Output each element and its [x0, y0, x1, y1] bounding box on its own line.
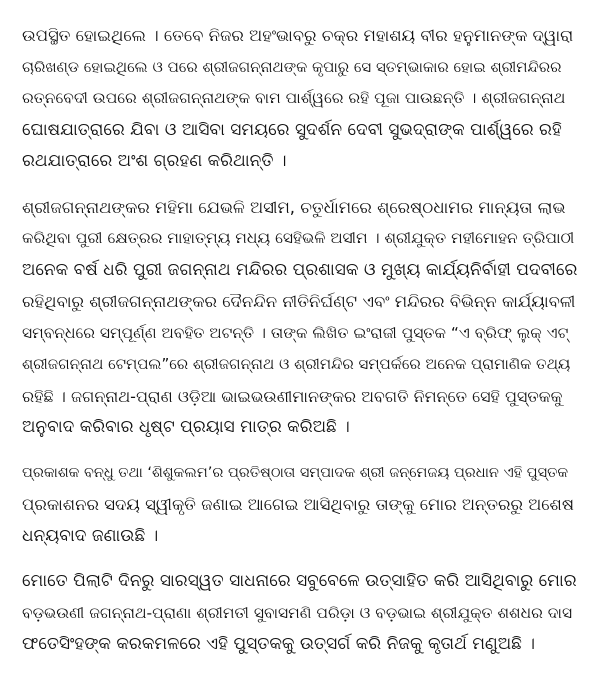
- text-line: ଉପସ୍ଥିତ ହୋଇଥିଲେ । ତେବେ ନିଜର ଅହଂଭାବରୁ ଚକ୍ର ମହାଶୟ ବୀର ହନୁମାନଙ୍କ ଦ୍ୱାରା: [22, 26, 574, 45]
- text-line: ବଡ଼ଭଉଣୀ ଜଗନ୍ନାଥ-ପ୍ରାଣା ଶ୍ରୀମତୀ ସୁବାସମଣି ପରିଡ଼ା ଓ ବଡ଼ଭାଇ ଶ୍ରୀଯୁକ୍ତ ଶଶଧର ଦାସ: [22, 603, 573, 622]
- text-line: ଧନ୍ୟବାଦ ଜଣାଉଛି ।: [22, 525, 159, 546]
- text-line: ଫତେସିଂହଙ୍କ କରକମଳରେ ଏହି ପୁସ୍ତକକୁ ଉତ୍ସର୍ଗ କରି ନିଜକୁ କୃତାର୍ଥ ମଣୁଅଛି ।: [22, 634, 536, 654]
- text-line: କରିଥିବା ପୁରୀ କ୍ଷେତ୍ରର ମାହାତ୍ମ୍ୟ ମଧ୍ୟ ସେହିଭଳି ଅସୀମ । ଶ୍ରୀଯୁକ୍ତ ମହୀମୋହନ ତ୍ରିପାଠୀ: [22, 229, 575, 247]
- text-line: ପ୍ରକାଶନର ସଦୟ ସ୍ୱୀକୃତି ଜଣାଇ ଆଗେଇ ଆସିଥିବାରୁ ତାଙ୍କୁ ମୋର ଅନ୍ତରରୁ ଅଶେଷ: [22, 495, 575, 514]
- paragraph-2: [22, 192, 578, 444]
- text-line: ପ୍ରକାଶକ ବନ୍ଧୁ ତଥା ‘ଶିଶୁକଲମ’ର ପ୍ରତିଷ୍ଠାତା ସମ୍ପାଦକ ଶ୍ରୀ ଜନ୍ମେଜୟ ପ୍ରଧାନ ଏହି ପୁସ୍ତକ: [22, 464, 569, 481]
- text-line: ଘୋଷଯାତ୍ରାରେ ଯିବା ଓ ଆସିବା ସମୟରେ ସୁଦର୍ଶନ ଦେବୀ ସୁଭଦ୍ରାଙ୍କ ପାର୍ଶ୍ୱରେ ରହି: [22, 119, 562, 140]
- paragraph-3: [22, 458, 578, 553]
- text-line: ରହିଛି । ଜଗନ୍ନାଥ-ପ୍ରାଣ ଓଡ଼ିଆ ଭାଇଭଉଣୀମାନଙ୍କର ଅବଗତି ନିମନ୍ତେ ସେହି ପୁସ୍ତକକୁ: [22, 386, 563, 406]
- text-line: ଅନୁବାଦ କରିବାର ଧୃଷ୍ଟ ପ୍ରୟାସ ମାତ୍ର କରିଅଛି ।: [22, 417, 350, 437]
- text-line: ରହିଥିବାରୁ ଶ୍ରୀଜଗନ୍ନାଥଙ୍କର ଦୈନନ୍ଦିନ ନୀତିନିର୍ଘଣ୍ଟ ଏବଂ ମନ୍ଦିରର ବିଭିନ୍ନ କାର୍ଯ୍ୟାବଳୀ: [22, 292, 576, 311]
- text-line: ଅନେକ ବର୍ଷ ଧରି ପୁରୀ ଜଗନ୍ନାଥ ମନ୍ଦିରର ପ୍ରଶାସକ ଓ ମୁଖ୍ୟ କାର୍ଯ୍ୟନିର୍ବାହୀ ପଦବୀରେ: [22, 259, 578, 280]
- text-line: ରତ୍ନବେଦୀ ଉପରେ ଶ୍ରୀଜଗନ୍ନାଥଙ୍କ ବାମ ପାର୍ଶ୍ୱରେ ରହି ପୂଜା ପାଉଛନ୍ତି । ଶ୍ରୀଜଗନ୍ନାଥ: [22, 89, 566, 107]
- text-line: ଶ୍ରୀଜଗନ୍ନାଥ ଟେମ୍ପଲ”ରେ ଶ୍ରୀଜଗନ୍ନାଥ ଓ ଶ୍ରୀମନ୍ଦିର ସମ୍ପର୍କରେ ଅନେକ ପ୍ରାମାଣିକ ତଥ୍ୟ: [22, 355, 571, 373]
- paragraph-4: [22, 566, 578, 661]
- text-line: ଶ୍ରୀଜଗନ୍ନାଥଙ୍କର ମହିମା ଯେଭଳି ଅସୀମ, ଚତୁର୍ଧାମରେ ଶ୍ରେଷ୍ଠଧାମର ମାନ୍ୟତା ଲାଭ: [22, 197, 566, 217]
- text-line: ରଥଯାତ୍ରାରେ ଅଂଶ ଗ୍ରହଣ କରିଥାନ୍ତି ।: [22, 151, 287, 171]
- text-line: ମୋତେ ପିଲାଟି ଦିନରୁ ସାରସ୍ୱତ ସାଧନାରେ ସବୁବେଳେ ଉତ୍ସାହିତ କରି ଆସିଥିବାରୁ ମୋର: [22, 571, 577, 591]
- text-line: ଚାରିଖଣ୍ଡ ହୋଇଥିଲେ ଓ ପରେ ଶ୍ରୀଜଗନ୍ନାଥଙ୍କ କୃପାରୁ ସେ ସ୍ତମ୍ଭାକାର ହୋଇ ଶ୍ରୀମନ୍ଦିରର: [22, 57, 562, 76]
- paragraph-1: [22, 20, 578, 178]
- text-line: ସମ୍ବନ୍ଧରେ ସମ୍ପୂର୍ଣ୍ଣ ଅବହିତ ଅଟନ୍ତି । ତାଙ୍କ ଲିଖିତ ଇଂରାଜୀ ପୁସ୍ତକ “ଏ ବ୍ରିଫ୍ ଲୁକ୍ ଏଟ୍: [22, 323, 569, 342]
